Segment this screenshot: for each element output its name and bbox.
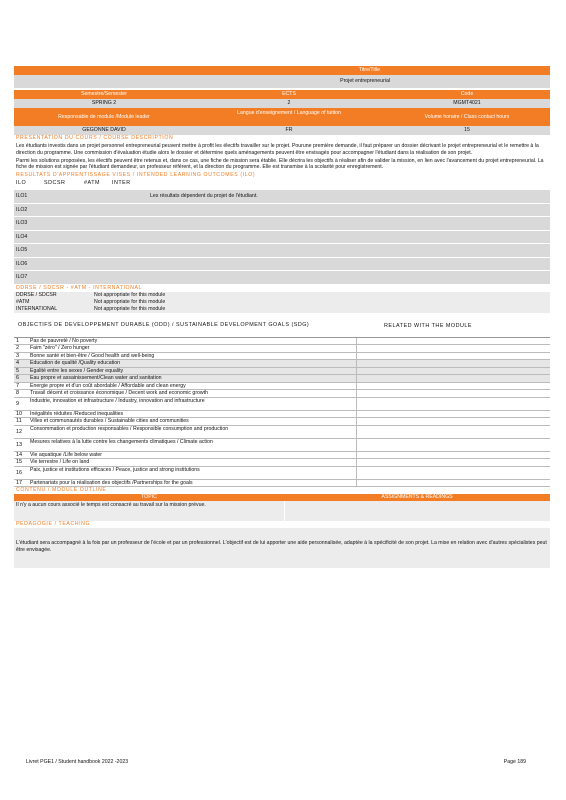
sdg-related-cell [356,345,550,352]
sdg-number: 17 [16,479,23,486]
dorse-value: Not appropriate for this module [94,298,166,305]
ilo-text [60,271,550,284]
content-label: CONTENU / MODULE OUTLINE [16,487,107,494]
dorse-label: DDRSE / SDCSR - #ATM - INTERNATIONAL [16,284,143,291]
topic-label: TOPIC [141,494,157,501]
sdg-related-cell [356,411,550,418]
code-label: Code [460,91,474,97]
sdg-text: Inégalités réduites /Reduced inequalities [30,410,124,417]
sdg-related-cell [356,418,550,425]
ilo-text [60,244,550,257]
sdg-header-left: OBJECTIFS DE DEVELOPPEMENT DURABLE (ODD) / SUSTAINABLE DEVELOPMENT GOALS (SDG) [18,321,310,328]
table-row [14,299,550,306]
page-footer [26,759,526,765]
sdg-row [14,375,550,383]
sdg-row [14,426,550,439]
sdg-number: 8 [16,390,20,397]
sdg-text: Faim "zéro" / Zero hunger [30,345,90,352]
outcomes-col-sdcsr: SDCSR [44,180,66,187]
outcomes-header [14,179,550,187]
sdg-text: Consommation et production responsables / Responsible consumption and production [30,425,229,432]
table-row [14,204,550,218]
sdg-related-cell [356,368,550,375]
ilo-id: ILO7 [16,274,28,281]
pedagogy-label: PEDAGOGIE / TEACHING [16,521,91,528]
presentation-text-1: Les étudiants investis dans un projet personnel entrepreneurial peuvent mettre à profit les électifs travailler sur le projet. Pourune première demande, il faut préparer un dossier décrivant le projet entrepreneurial et le remettre à la direction du programme. Une commission d'évaluation étudie alors le dossier et détermine quels aménagements peuvent être envisagés pour accompagner l'étudiant dans la réalisation de son projet. [16,143,539,156]
sdg-number: 7 [16,382,20,389]
sdg-related-cell [356,459,550,466]
sdg-text: Partenariats pour la réalisation des objectifs /Partnerships for the goals [30,479,193,486]
sdg-row [14,390,550,398]
outcomes-col-ilo: ILO [16,180,27,187]
sdg-related-cell [356,398,550,410]
sdg-row [14,345,550,353]
ilo-text [60,231,550,244]
responsible-value: GEGONNE DAVID [82,127,126,133]
table-row [14,306,550,313]
sdg-text: Egalité entre les sexes / Gender equality [30,367,124,374]
sdg-related-cell [356,480,550,487]
sdg-number: 16 [16,469,23,476]
sdg-text: Bonne santé et bien-être / Good health and well-being [30,352,155,359]
sdg-text: Eau propre et assainissement/Clean water and sanitation [30,375,162,382]
sdg-row [14,411,550,419]
pedagogy-box [14,528,550,568]
ilo-id: ILO2 [16,206,28,213]
sdg-row [14,398,550,411]
outcomes-col-atm: #ATM [84,180,100,187]
sdg-row [14,368,550,376]
dorse-value: Not appropriate for this module [94,305,166,312]
ilo-id: ILO5 [16,247,28,254]
sdg-row [14,439,550,452]
sdg-text: Pas de pauvreté / No poverty [30,337,98,344]
dorse-name: INTERNATIONAL [16,305,58,312]
sdg-number: 2 [16,345,20,352]
sdg-text: Villes et communautés durables / Sustainable cities and communities [30,418,189,425]
dorse-name: DDRSE / SDCSR [16,291,57,298]
sdg-number: 10 [16,410,23,417]
sdg-row [14,353,550,361]
assignments-label: ASSIGNMENTS & READINGS [381,494,453,501]
sdg-number: 6 [16,375,20,382]
ilo-id: ILO4 [16,233,28,240]
dorse-name: #ATM [16,298,30,305]
sdg-number: 5 [16,367,20,374]
sdg-text: Travail décent et croissance économique / Decent work and economic growth [30,390,209,397]
outcomes-label: RESULTATS D'APPRENTISSAGE VISES / INTENDED LEARNING OUTCOMES (ILO) [16,172,256,179]
sdg-row [14,418,550,426]
responsible-value-row [14,126,550,135]
ilo-id: ILO3 [16,220,28,227]
dorse-table [14,292,550,313]
semester-value-row [14,99,550,108]
hours-value: 15 [464,127,470,133]
sdg-header [14,322,550,337]
sdg-row [14,383,550,391]
assignments-cell [284,501,550,521]
presentation-text-2: Parmi les solutions proposées, les électifs peuvent être retenus et, dans ce cas, une fiche de mission sera établie. Elle décrira les objectifs à réaliser afin de valider la mission, en lien avec l'avancement du projet entrepreneurial. La fiche de mission est signée par l'étudiant demandeur, un professeur référent, et la direction du programme. Elle est transmise à la scolarité pour enregistrement. [16,157,544,171]
sdg-text: Education de qualité /Quality education [30,360,120,367]
sdg-number: 4 [16,360,20,367]
topic-text: Il n'y a aucun cours associé le temps est consacré au travail sur la mission prévue. [16,502,206,509]
sdg-row [14,338,550,346]
semester-value: SPRING 2 [91,100,117,106]
ilo-id: ILO6 [16,260,28,267]
sdg-related-cell [356,360,550,367]
ilo-text [60,204,550,217]
semester-label: Semestre/Semester [81,91,127,97]
sdg-related-cell [356,452,550,459]
table-row [14,244,550,258]
sdg-text: Paix, justice et institutions efficaces / Peace, justice and strong institutions [30,466,200,473]
sdg-related-cell [356,390,550,397]
syllabus-page [14,66,550,568]
footer-page: Page 189 [503,759,526,765]
sdg-text: Energie propre et d'un coût abordable / Affordable and clean energy [30,382,186,389]
language-label: Langue d'enseignement / Language of tuition [237,110,341,116]
dorse-value: Not appropriate for this module [94,291,166,298]
code-value: MGMT4021 [453,100,481,106]
sdg-row [14,480,550,488]
sdg-related-cell [356,338,550,345]
ilo-text [60,217,550,230]
sdg-number: 9 [16,400,20,407]
table-row [14,292,550,299]
title-value-bar [14,75,550,88]
sdg-number: 14 [16,451,23,458]
title-label-bar [14,66,550,75]
table-row [14,231,550,245]
sdg-row [14,360,550,368]
sdg-text: Mesures relatives à la lutte contre les changements climatiques / Climate action [30,438,213,445]
sdg-number: 12 [16,428,23,435]
sdg-list [14,337,550,488]
responsible-label: Responsable de module /Module leader [58,114,150,120]
presentation-label: PRESENTATION DU COURS / COURSE DESCRIPTION [16,135,174,141]
hours-label: Volume horaire / Class contact hours [424,114,510,120]
title-label: Titre/Title [358,67,380,73]
sdg-number: 15 [16,459,23,466]
sdg-row [14,459,550,467]
sdg-number: 13 [16,441,23,448]
content-header [14,494,550,501]
ilo-text: Les résultats dépendent du projet de l'étudiant. [150,193,258,200]
pedagogy-text: L'étudiant sera accompagné à la fois par un professeur de l'école et par un professionnel. L'objectif est de lui apporter une aide personnalisée, adaptée à la spécificité de son projet. La mise en relation avec d'autres spécialistes peut être envisagée. [16,540,547,553]
sdg-related-cell [356,353,550,360]
ilo-text [60,258,550,271]
ects-label: ECTS [282,91,296,97]
language-value: FR [285,127,293,133]
sdg-related-cell [356,426,550,438]
ects-value: 2 [287,100,291,106]
sdg-related-cell [356,383,550,390]
sdg-row [14,467,550,480]
table-row [14,217,550,231]
responsible-header-row [14,108,550,126]
sdg-number: 11 [16,418,22,425]
table-row [14,258,550,272]
content-row [14,501,550,521]
sdg-row [14,452,550,460]
sdg-related-cell [356,439,550,451]
outcomes-col-inter: INTER [112,180,131,187]
semester-header-row [14,90,550,99]
sdg-related-cell [356,375,550,382]
ilo-id: ILO1 [16,193,28,200]
title-value: Projet entrepreneurial [340,78,390,84]
sdg-number: 3 [16,352,20,359]
sdg-text: Vie aquatique /Life below water [30,451,103,458]
sdg-header-right: RELATED WITH THE MODULE [384,322,472,329]
table-row [14,271,550,285]
sdg-text: Industrie, innovation et infrastructure / Industry, innovation and infrastructure [30,397,205,404]
outcomes-table [14,190,550,285]
sdg-number: 1 [16,337,20,344]
sdg-related-cell [356,467,550,479]
footer-left: Livret PGE1 / Student handbook 2022 -2023 [26,759,129,765]
table-row [14,190,550,204]
sdg-text: Vie terrestre / Life on land [30,459,90,466]
